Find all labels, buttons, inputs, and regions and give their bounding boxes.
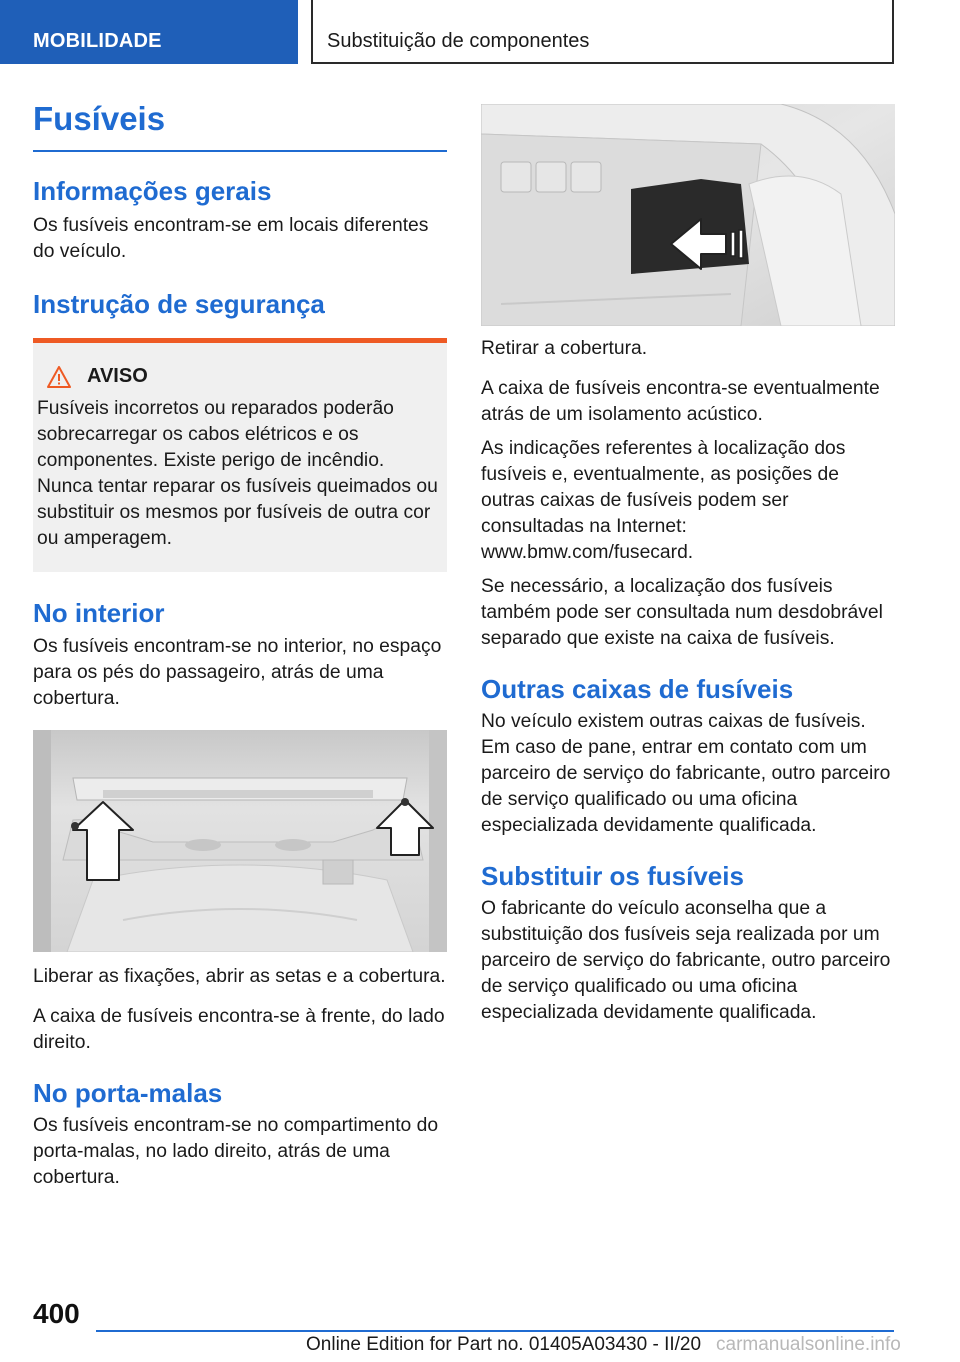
trunk-note: A caixa de fusíveis encontra-se eventualmente atrás de um isolamento acústico. xyxy=(481,378,880,425)
interior-location-text: A caixa de fusíveis encontra-se à frente, do lado direito. xyxy=(33,1005,445,1053)
right-column xyxy=(481,104,895,1026)
section-label: MOBILIDADE xyxy=(33,30,162,52)
trunk-fuse-photo xyxy=(481,104,895,326)
chapter-label: Substituição de componentes xyxy=(327,30,590,52)
other-boxes-text: No veículo existem outras caixas de fusíveis. Em caso de pane, entrar em contato com um parceiro de serviço do fabricante, outro parceiro de serviço qualificado ou uma oficina especializada devidamente qualificada. xyxy=(481,711,891,837)
interior-heading: No interior xyxy=(33,598,165,629)
replace-text: O fabricante do veículo aconselha que a substituição dos fusíveis seja realizada por um parceiro de serviço do fabricante, outro parceiro de serviço qualificado ou uma oficina especializada devidamente qualificada. xyxy=(481,898,891,1024)
safety-heading: Instrução de segurança xyxy=(33,289,325,320)
watermark: carmanualsonline.info xyxy=(716,1334,901,1355)
interior-caption: Liberar as fixações, abrir as setas e a cobertura. xyxy=(33,965,446,987)
warning-label: AVISO xyxy=(87,365,148,388)
other-boxes-heading: Outras caixas de fusíveis xyxy=(481,674,794,704)
warning-text: Fusíveis incorretos ou reparados poderão sobrecarregar os cabos elétricos e os componentes. Existe perigo de incêndio. Nunca tentar reparar os fusíveis queimados ou substituir os mesmos por fusíveis de outra cor ou amperagem. xyxy=(37,398,438,550)
left-column xyxy=(33,100,447,1191)
general-text: Os fusíveis encontram-se em locais diferentes do veículo. xyxy=(33,215,429,263)
section-tab xyxy=(0,0,298,64)
warning-triangle-icon xyxy=(47,366,71,388)
page-number: 400 xyxy=(33,1298,80,1329)
edition-text: Online Edition for Part no. 01405A03430 - II/20 xyxy=(306,1334,702,1355)
trunk-text: Os fusíveis encontram-se no compartimento do porta-malas, no lado direito, atrás de uma cobertura. xyxy=(33,1114,439,1188)
trunk-caption: Retirar a cobertura. xyxy=(481,338,648,359)
page-title: Fusíveis xyxy=(33,100,447,152)
trunk-heading: No porta-malas xyxy=(33,1077,223,1108)
leaflet-info: Se necessário, a localização dos fusíveis também pode ser consultada num desdobrável separado que existe na caixa de fusíveis. xyxy=(481,576,883,649)
general-heading: Informações gerais xyxy=(33,176,272,206)
warning-box xyxy=(33,338,447,572)
interior-fuse-photo xyxy=(33,730,447,952)
interior-text: Os fusíveis encontram-se no interior, no espaço para os pés do passageiro, atrás de uma cobertura. xyxy=(33,635,442,709)
replace-heading: Substituir os fusíveis xyxy=(481,861,744,892)
footer-rule xyxy=(96,1330,894,1332)
chapter-tab xyxy=(311,0,894,64)
fusecard-info: As indicações referentes à localização dos fusíveis e, eventualmente, as posições de outras caixas de fusíveis podem ser consultadas na Internet: www.bmw.com/fusecard. xyxy=(481,438,846,563)
